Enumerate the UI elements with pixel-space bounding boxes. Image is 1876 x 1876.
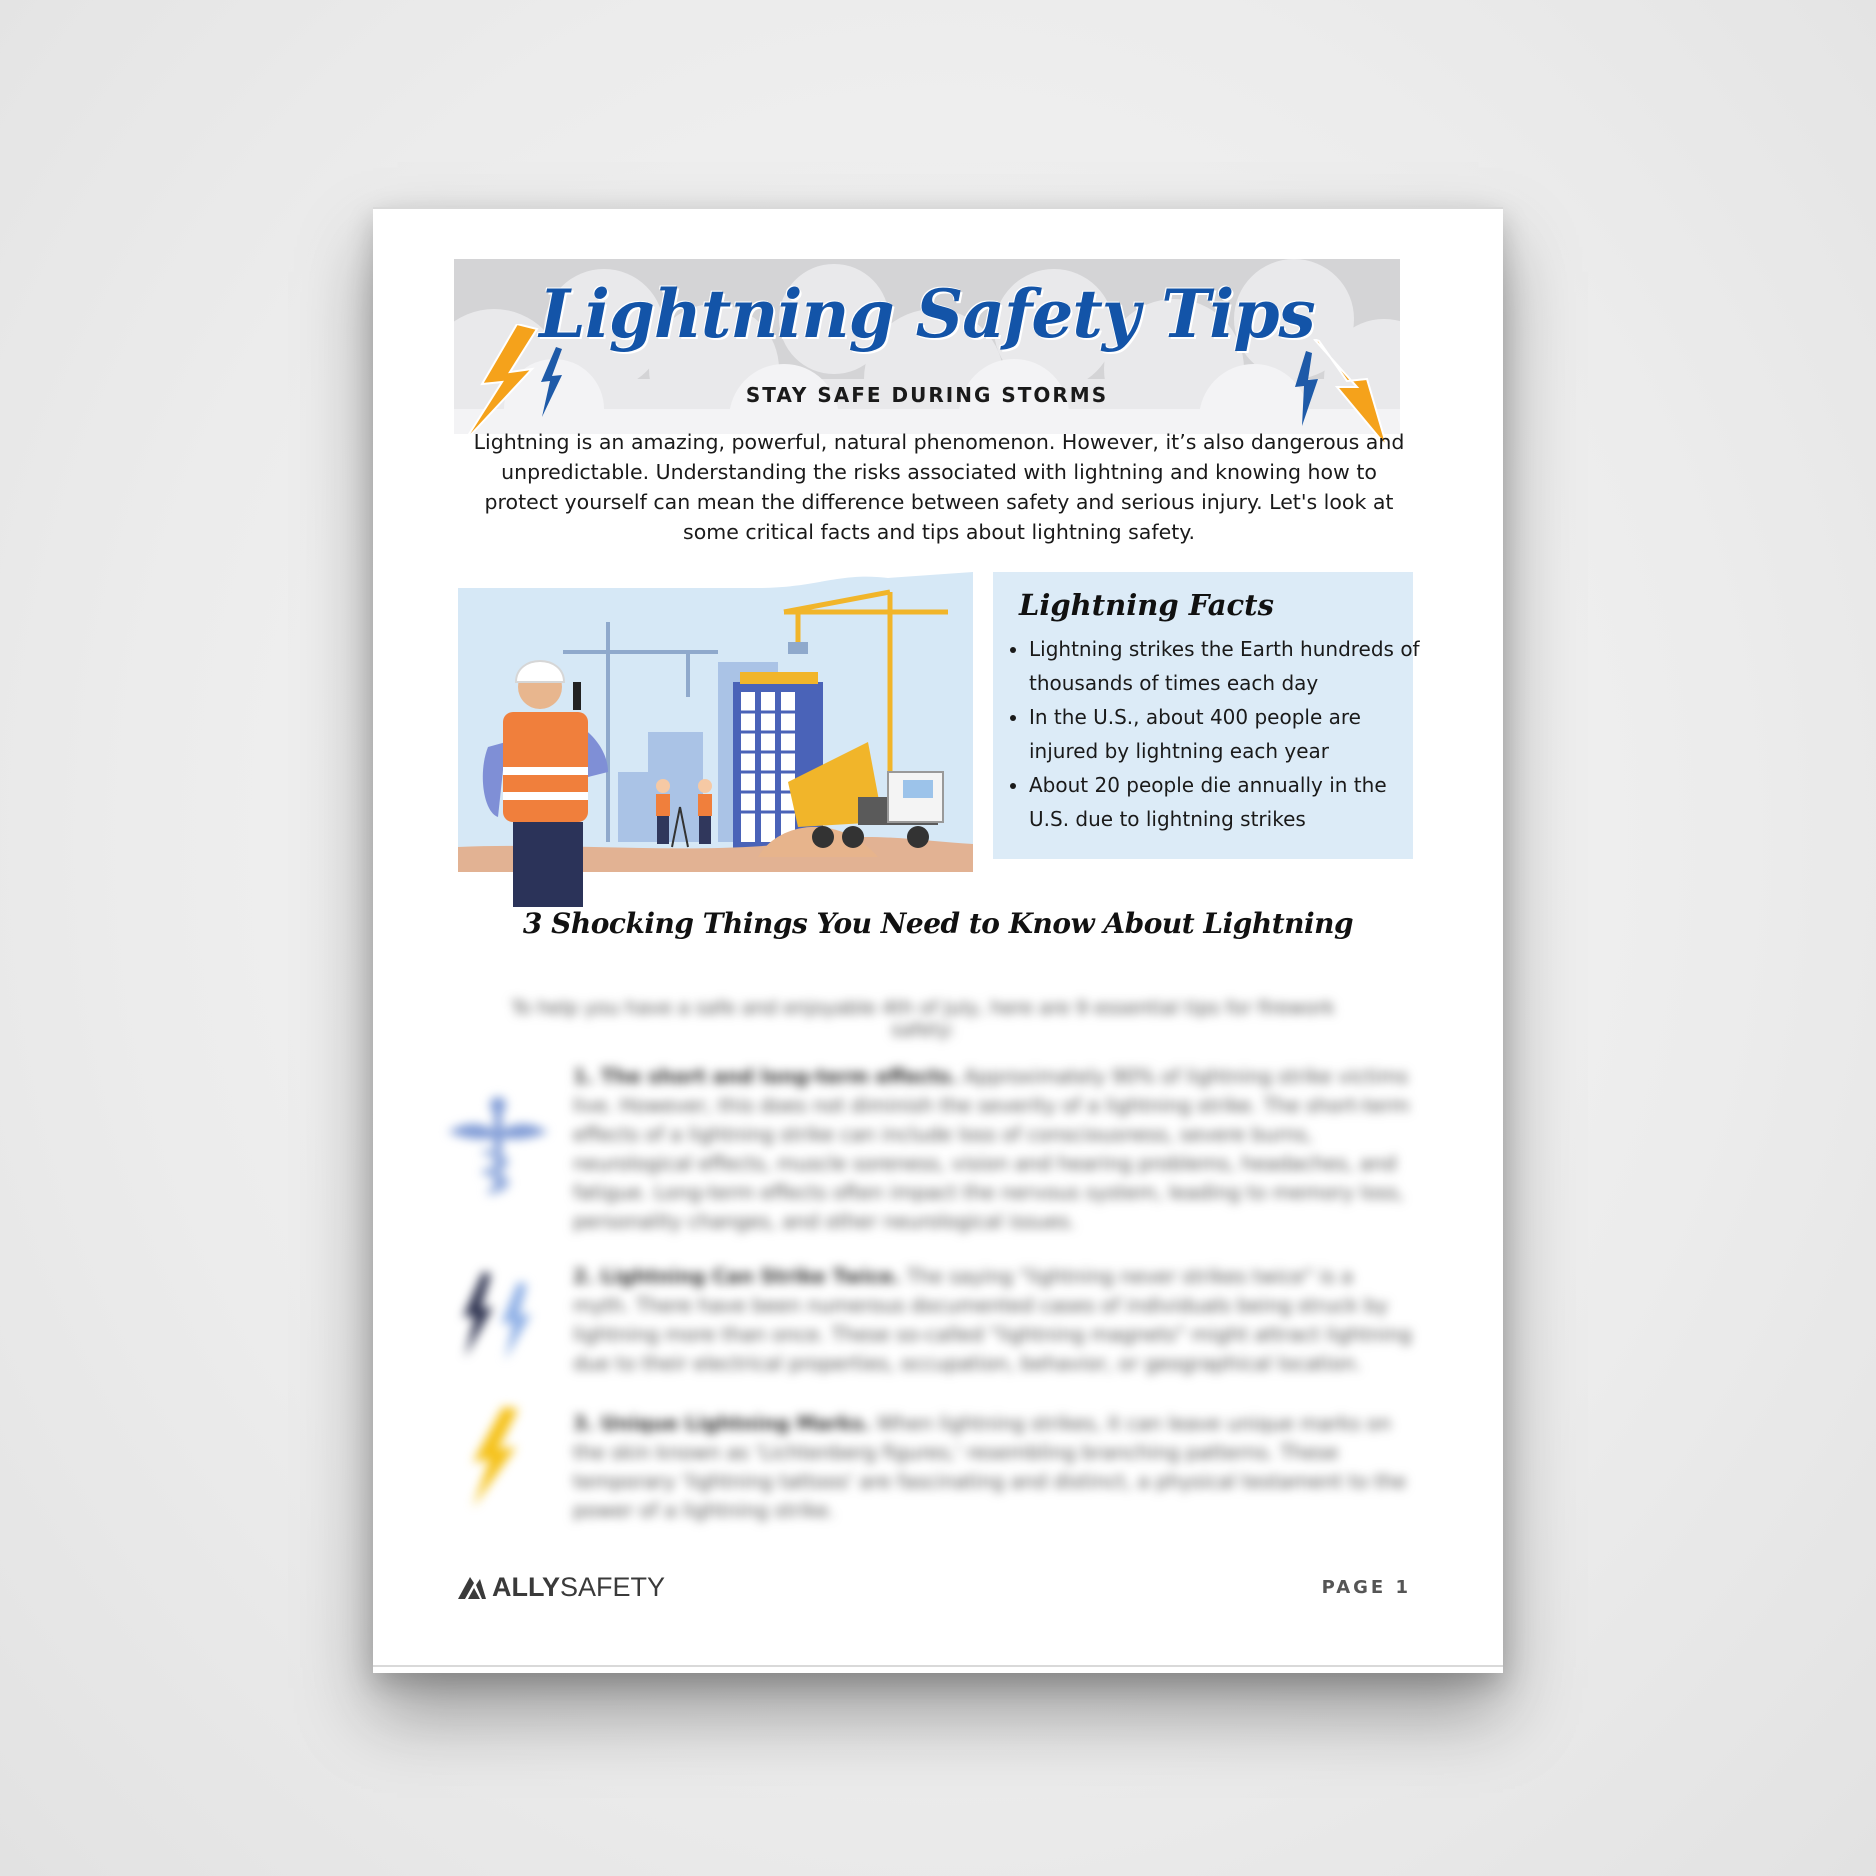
tip-text-3: When lightning strikes, it can leave unique marks on the skin known as 'Lichtenberg figures,' resembling branching patterns. These temporary 'lightning tattoos' are fascinating and distinct, a physical testament to the power of a lightning strike. [573, 1412, 1407, 1522]
tip-item-3 [573, 1409, 1413, 1525]
tip-title-3: 3. Unique Lightning Marks. [573, 1412, 871, 1435]
fact-item: • About 20 people die annually in the U.S. due to lightning strikes [1029, 768, 1424, 836]
logo-text [492, 1572, 665, 1603]
tip-title-2: 2. Lightning Can Strike Twice. [573, 1265, 901, 1288]
facts-list [1003, 632, 1424, 836]
lightning-facts-box [993, 572, 1420, 859]
tip-item-2 [573, 1262, 1413, 1378]
fact-item: • Lightning strikes the Earth hundreds of thousands of times each day [1029, 632, 1424, 700]
facts-title: Lightning Facts [1019, 588, 1274, 622]
header-banner [454, 259, 1400, 434]
ally-safety-logo [458, 1572, 665, 1602]
page-number: PAGE 1 [1321, 1577, 1411, 1598]
logo-ally: ALLY [492, 1571, 561, 1602]
section-heading: 3 Shocking Things You Need to Know About Lightning [522, 907, 1354, 940]
caduceus-icon [443, 1087, 553, 1197]
lightning-bolt-blue-right-icon [1292, 351, 1322, 426]
document-page [373, 207, 1503, 1673]
tip-text-1: Approximately 90% of lightning strike victims live. However, this does not diminish the severity of a lightning strike. The short-term effects of a lightning strike can include loss of consciousness, severe burns, neurological effects, muscle soreness, vision and hearing problems, headaches, and fatigue. Long-term effects often impact the nervous system, leading to memory loss, personality changes, and other neurological issues. [573, 1065, 1410, 1233]
page-edge-top [373, 207, 1503, 209]
construction-site-illustration [458, 572, 973, 907]
logo-safety: SAFETY [560, 1571, 666, 1602]
page-edge-bottom [373, 1665, 1503, 1667]
bolt-icon [458, 1407, 528, 1507]
tip-title-1: 1. The short and long-term effects. [573, 1065, 958, 1088]
intro-paragraph: Lightning is an amazing, powerful, natural phenomenon. However, it’s also dangerous and unpredictable. Understanding the risks associated with lightning and knowing how to protect yourself can mean the difference between safety and serious injury. Let's look at some critical facts and tips about lightning safety. [473, 430, 1405, 544]
lightning-bolt-blue-left-icon [536, 347, 566, 417]
tip-item-1 [573, 1062, 1413, 1236]
lead-text: To help you have a safe and enjoyable 4th of July, here are 9 essential tips for firework safety: [511, 997, 1335, 1041]
fact-item: • In the U.S., about 400 people are injured by lightning each year [1029, 700, 1424, 768]
page-title: Lightning Safety Tips [539, 275, 1315, 353]
double-bolt-icon [453, 1272, 543, 1362]
lightning-bolt-orange-left-icon [462, 324, 542, 444]
page-subtitle: STAY SAFE DURING STORMS [745, 383, 1109, 407]
ally-logo-mark-icon [458, 1575, 486, 1599]
tip-text-2: The saying "lightning never strikes twice" is a myth. There have been numerous documented cases of individuals being struck by lightning more than once. These so-called "lightning magnets" might attract lightning due to their electrical properties, occupation, behavior, or geographical location. [573, 1265, 1412, 1375]
